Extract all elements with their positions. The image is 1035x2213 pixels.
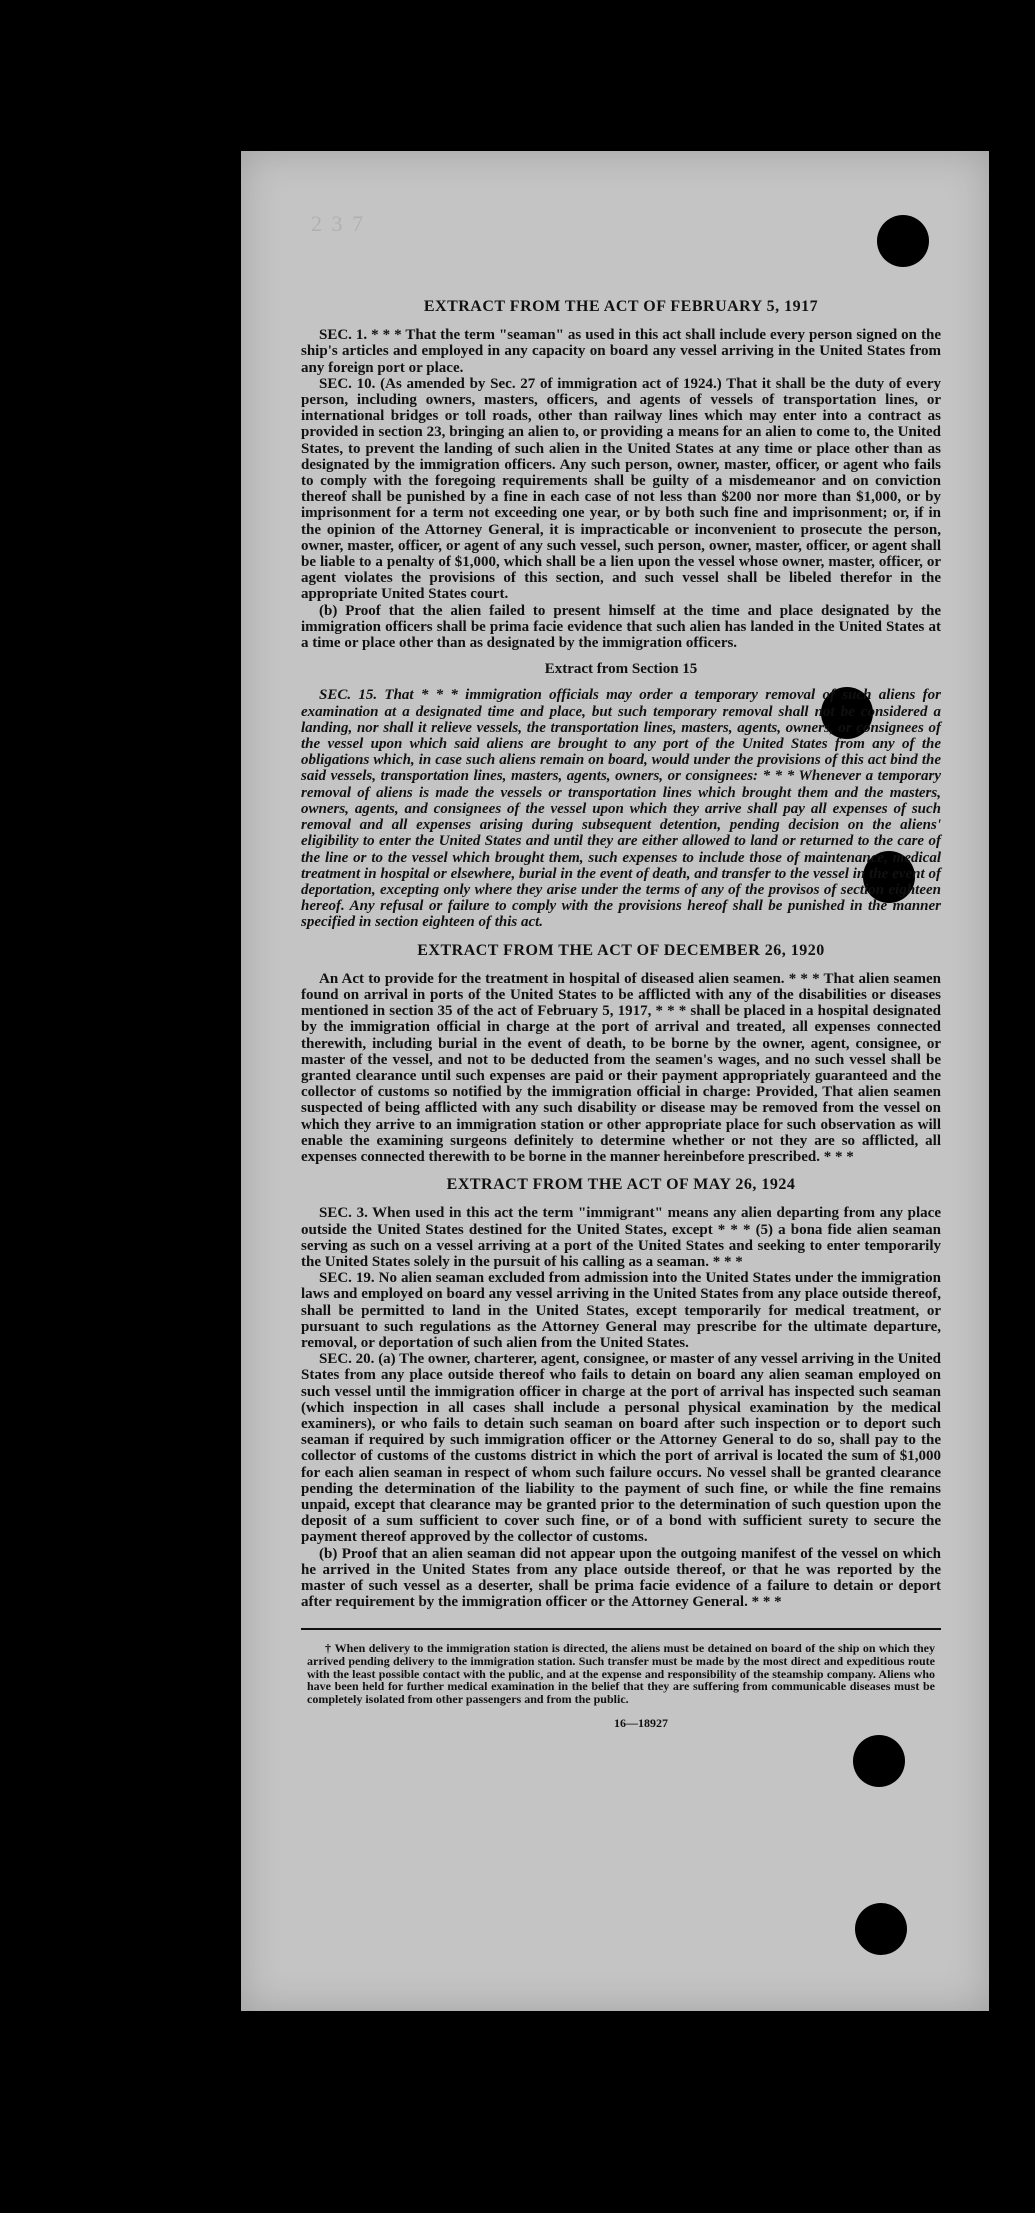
punch-hole <box>853 1735 905 1787</box>
form-number: 16—18927 <box>614 1716 668 1731</box>
paragraph-sec-15: SEC. 15. That * * * immigration officials may order a temporary removal of such aliens for examination at a designated time and place, but such temporary removal shall not be considered a landing, nor shall it relieve vessels, the transportation lines, masters, agents, owners, or consignees of the vessel upon which said aliens are brought to any port of the United States from any of the obligations which, in case such aliens remain on board, would under the provisions of this act bind the said vessels, transportation lines, masters, agents, owners, or consignees: * * * Whenever a temporary removal of aliens is made the vessels or transportation lines which brought them and the masters, owners, agents, and consignees of the vessel upon which they arrive shall pay all expenses of such removal and all expenses arising during subsequent detention, pending decision on the aliens' eligibility to enter the United States and until they are either allowed to land or returned to the care of the line or to the vessel which brought them, such expenses to include those of maintenance, medical treatment in hospital or elsewhere, burial in the event of death, and transfer to the vessel in the event of deportation, excepting only where they arise under the terms of any of the provisos of section eighteen hereof. Any refusal or failure to comply with the provisions hereof shall be punished in the manner specified in section eighteen of this act. <box>301 687 941 931</box>
footnote-divider <box>301 1628 941 1630</box>
heading-act-1920: EXTRACT FROM THE ACT OF DECEMBER 26, 1920 <box>417 941 825 959</box>
paragraph-sec-20b: (b) Proof that an alien seaman did not appear upon the outgoing manifest of the vessel on which he arrived in the United States from any place outside thereof, or that he was reported by the master of such vessel as a deserter, shall be prima facie evidence of a failure to detain or deport after requirement by the immigration officer or the Attorney General. * * * <box>301 1545 941 1611</box>
footnote-text: † When delivery to the immigration station is directed, the aliens must be detained on board of the ship on which they arrived pending delivery to the immigration station. Such transfer must be made by the most direct and expeditious route with the least possible contact with the public, and at the expense and responsibility of the steamship company. Aliens who have been held for further medical examination in the belief that they are suffering from communicable diseases must be completely isolated from other passengers and from the public. <box>307 1641 935 1706</box>
document-page <box>241 151 989 2011</box>
document-body <box>301 299 941 1732</box>
punch-hole <box>855 1903 907 1955</box>
faint-stamp-mark: 2 3 7 <box>311 211 365 236</box>
heading-act-1924: EXTRACT FROM THE ACT OF MAY 26, 1924 <box>446 1176 796 1194</box>
paragraph-sec-10: SEC. 10. (As amended by Sec. 27 of immigration act of 1924.) That it shall be the duty of every person, including owners, masters, officers, and agents of vessels of transportation lines, or international bridges or toll roads, other than railway lines which may enter into a contract as provided in section 23, bringing an alien to, or providing a means for an alien to come to, the United States, to prevent the landing of such alien in the United States at any time or place other than as designated by the immigration officers. Any such person, owner, master, officer, or agent who fails to comply with the foregoing requirements shall be guilty of a misdemeanor and on conviction thereof shall be punished by a fine in each case of not less than $200 nor more than $1,000, or by imprisonment for a term not exceeding one year, or by both such fine and imprisonment; or, if in the opinion of the Attorney General, it is impracticable or inconvenient to prosecute the person, owner, master, officer, or agent of any such vessel, such person, owner, master, officer, or agent shall be liable to a penalty of $1,000, which shall be a lien upon the vessel whose owner, master, officer, or agent violates the provisions of this section, and such vessel shall be libeled therefor in the appropriate United States court. <box>301 375 941 603</box>
paragraph-sec-19: SEC. 19. No alien seaman excluded from admission into the United States under the immigration laws and employed on board any vessel arriving in the United States from any place outside thereof, shall be permitted to land in the United States, except temporarily for medical treatment, or pursuant to such regulations as the Attorney General may prescribe for the ultimate departure, removal, or deportation of such alien from the United States. <box>301 1270 941 1351</box>
section-15-block <box>301 687 941 930</box>
paragraph-act-1920: An Act to provide for the treatment in hospital of diseased alien seamen. * * * That alien seamen found on arrival in ports of the United States to be afflicted with any of the disabilities or diseases mentioned in section 35 of the act of February 5, 1917, * * * shall be placed in a hospital designated by the immigration official in charge at the port of arrival and treated, all expenses connected therewith, including burial in the event of death, to be borne by the owner, agent, consignee, or master of the vessel, and not to be deducted from the seamen's wages, and no such vessel shall be granted clearance until such expenses are paid or their payment appropriately guaranteed and the collector of customs so notified by the immigration official in charge: Provided, That alien seamen suspected of being afflicted with any such disability or disease may be removed from the vessel on which they arrive to an immigration station or other appropriate place for such observation as will enable the examining surgeons definitely to determine whether or not they are so afflicted, all expenses connected therewith to be borne in the manner hereinbefore prescribed. * * * <box>301 970 941 1165</box>
paragraph-sec-20a: SEC. 20. (a) The owner, charterer, agent, consignee, or master of any vessel arriving in the United States from any place outside thereof who fails to detain on board any alien seaman employed on such vessel until the immigration officer in charge at the port of arrival has inspected such seaman (which inspection in all cases shall include a personal physical examination by the medical examiners), or who fails to detain such seaman on board after such inspection or to deport such seaman if required by such immigration officer or the Attorney General to do so, shall pay to the collector of customs of the customs district in which the port of arrival is located the sum of $1,000 for each alien seaman in respect of whom such failure occurs. No vessel shall be granted clearance pending the determination of the liability to the payment of such fine, or while the fine remains unpaid, except that clearance may be granted prior to the determination of such question upon the deposit of a sum sufficient to cover such fine, or of a bond with sufficient surety to secure the payment thereof approved by the collector of customs. <box>301 1351 941 1546</box>
footnote-block <box>301 1642 941 1705</box>
heading-section-15: Extract from Section 15 <box>544 661 698 678</box>
heading-act-1917: EXTRACT FROM THE ACT OF FEBRUARY 5, 1917 <box>423 298 819 315</box>
paragraph-sec-10b: (b) Proof that the alien failed to present himself at the time and place designated by the immigration officers shall be prima facie evidence that such alien has landed in the United States at a time or place other than as designated by the immigration officers. <box>301 602 941 652</box>
paragraph-sec-1: SEC. 1. * * * That the term "seaman" as used in this act shall include every person signed on the ship's articles and employed in any capacity on board any vessel arriving in the United States from any foreign port or place. <box>301 327 941 376</box>
punch-hole <box>877 215 929 267</box>
paragraph-sec-3: SEC. 3. When used in this act the term "immigrant" means any alien departing from any place outside the United States destined for the United States, except * * * (5) a bona fide alien seaman serving as such on a vessel arriving at a port of the United States and seeking to enter temporarily the United States solely in the pursuit of his calling as a seaman. * * * <box>301 1205 941 1270</box>
